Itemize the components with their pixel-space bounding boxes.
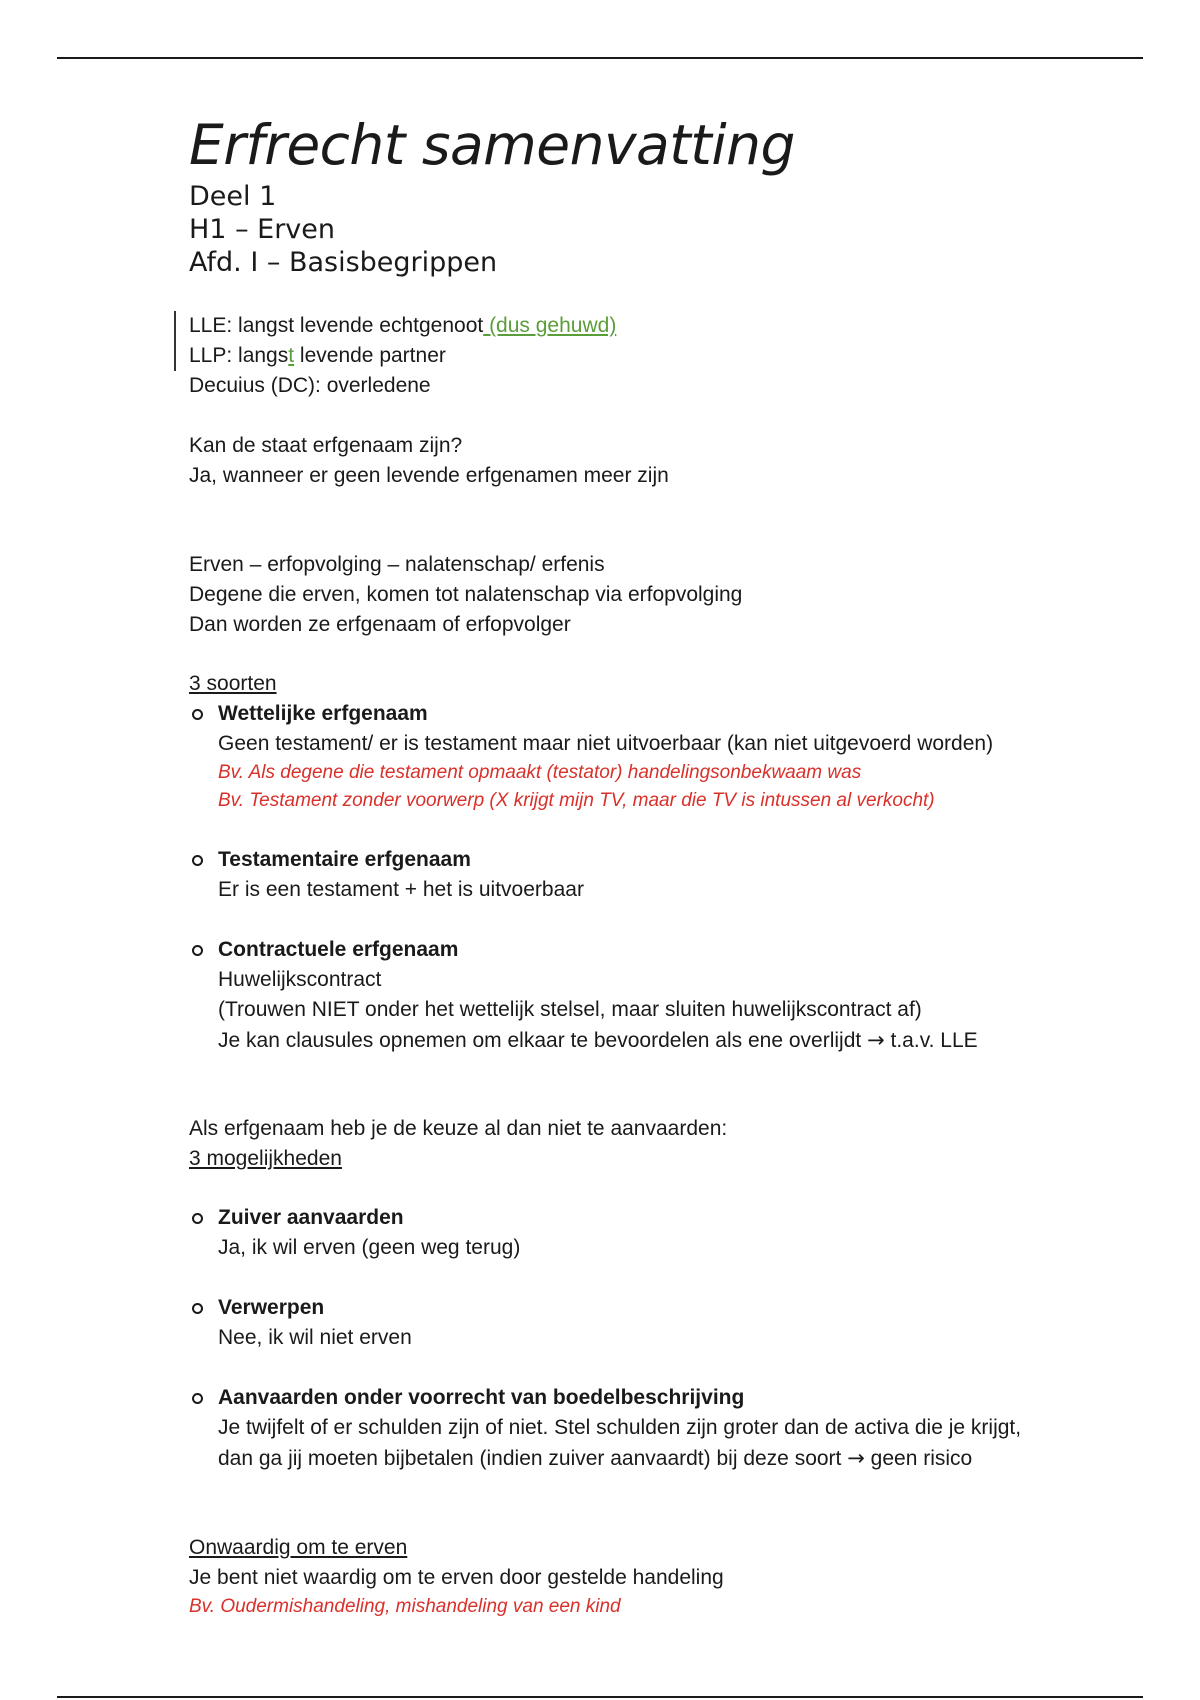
example-line: Bv. Testament zonder voorwerp (X krijgt mijn TV, maar die TV is intussen al verkocht) [218, 790, 935, 811]
document-title: Erfrecht samenvatting [189, 113, 795, 177]
bullet-circle-icon [192, 945, 203, 956]
item-title: Testamentaire erfgenaam [218, 848, 471, 871]
item-line: Geen testament/ er is testament maar niet uitvoerbaar (kan niet uitgevoerd worden) [218, 732, 994, 755]
list-item [189, 699, 1089, 815]
onwaardig-heading: Onwaardig om te erven [189, 1536, 408, 1559]
bullet-circle-icon [192, 1393, 203, 1404]
right-arrow-icon: → [847, 1446, 865, 1470]
tracked-insertion-letter: t [288, 344, 295, 367]
right-arrow-icon: → [867, 1028, 885, 1052]
definition-llp-text: LLP: langs [189, 344, 289, 367]
onwaardig-line: Je bent niet waardig om te erven door gestelde handeling [189, 1566, 724, 1589]
item-line: Nee, ik wil niet erven [218, 1326, 412, 1349]
aanvaarding-section [189, 1114, 1089, 1474]
aanvaarding-heading: 3 mogelijkheden [189, 1147, 342, 1170]
state-question-block [189, 431, 1089, 491]
subhead-deel: Deel 1 [189, 181, 277, 212]
erven-intro-line: Dan worden ze erfgenaam of erfopvolger [189, 613, 571, 636]
definition-llp [189, 341, 1089, 371]
state-answer: Ja, wanneer er geen levende erfgenamen meer zijn [189, 464, 669, 487]
item-line-text: t.a.v. LLE [884, 1029, 978, 1052]
definition-llp-rest: levende partner [294, 344, 446, 367]
footer-rule [57, 1696, 1143, 1698]
soorten-list [189, 699, 1089, 1056]
subhead-section: Afd. I – Basisbegrippen [189, 247, 498, 278]
item-line: Er is een testament + het is uitvoerbaar [218, 878, 584, 901]
item-line: (Trouwen NIET onder het wettelijk stelsel, maar sluiten huwelijkscontract af) [218, 998, 922, 1021]
item-line: Ja, ik wil erven (geen weg terug) [218, 1236, 521, 1259]
soorten-section [189, 669, 1089, 1056]
item-line: Je twijfelt of er schulden zijn of niet. Stel schulden zijn groter dan de activa die je krijgt, [218, 1416, 1022, 1439]
subhead-chapter: H1 – Erven [189, 214, 336, 245]
onwaardig-section [189, 1533, 1089, 1621]
bullet-circle-icon [192, 1303, 203, 1314]
item-title: Zuiver aanvaarden [218, 1206, 404, 1229]
erven-intro-block [189, 550, 1089, 640]
list-item [189, 845, 1089, 905]
item-line: Huwelijkscontract [218, 968, 382, 991]
definition-lle [189, 311, 1089, 341]
item-line-text: Je kan clausules opnemen om elkaar te bevoordelen als ene overlijdt [218, 1029, 868, 1052]
item-title: Contractuele erfgenaam [218, 938, 459, 961]
bullet-circle-icon [192, 1213, 203, 1224]
state-question: Kan de staat erfgenaam zijn? [189, 434, 463, 457]
definition-decuius: Decuius (DC): overledene [189, 374, 431, 397]
item-title: Wettelijke erfgenaam [218, 702, 428, 725]
list-item [189, 1383, 1089, 1474]
example-line: Bv. Oudermishandeling, mishandeling van een kind [189, 1596, 621, 1617]
bullet-circle-icon [192, 709, 203, 720]
aanvaarding-intro: Als erfgenaam heb je de keuze al dan niet te aanvaarden: [189, 1117, 728, 1140]
list-item [189, 935, 1089, 1056]
example-line: Bv. Als degene die testament opmaakt (testator) handelingsonbekwaam was [218, 762, 862, 783]
definition-lle-text: LLE: langst levende echtgenoot [189, 314, 484, 337]
tracked-insertion: (dus gehuwd) [483, 314, 617, 337]
bullet-circle-icon [192, 855, 203, 866]
header-rule [57, 57, 1143, 59]
aanvaarding-list [189, 1203, 1089, 1474]
list-item [189, 1203, 1089, 1263]
item-line [218, 1443, 1089, 1474]
revision-change-bar [174, 311, 176, 371]
item-line [218, 1025, 1089, 1056]
item-title: Aanvaarden onder voorrecht van boedelbeschrijving [218, 1386, 745, 1409]
item-line-text: geen risico [864, 1447, 973, 1470]
definitions-block [189, 311, 1089, 401]
document-page [189, 110, 1089, 1621]
item-line-text: dan ga jij moeten bijbetalen (indien zuiver aanvaardt) bij deze soort [218, 1447, 848, 1470]
erven-intro-line: Erven – erfopvolging – nalatenschap/ erfenis [189, 553, 605, 576]
list-item [189, 1293, 1089, 1353]
erven-intro-line: Degene die erven, komen tot nalatenschap via erfopvolging [189, 583, 743, 606]
soorten-heading: 3 soorten [189, 672, 277, 695]
item-title: Verwerpen [218, 1296, 325, 1319]
